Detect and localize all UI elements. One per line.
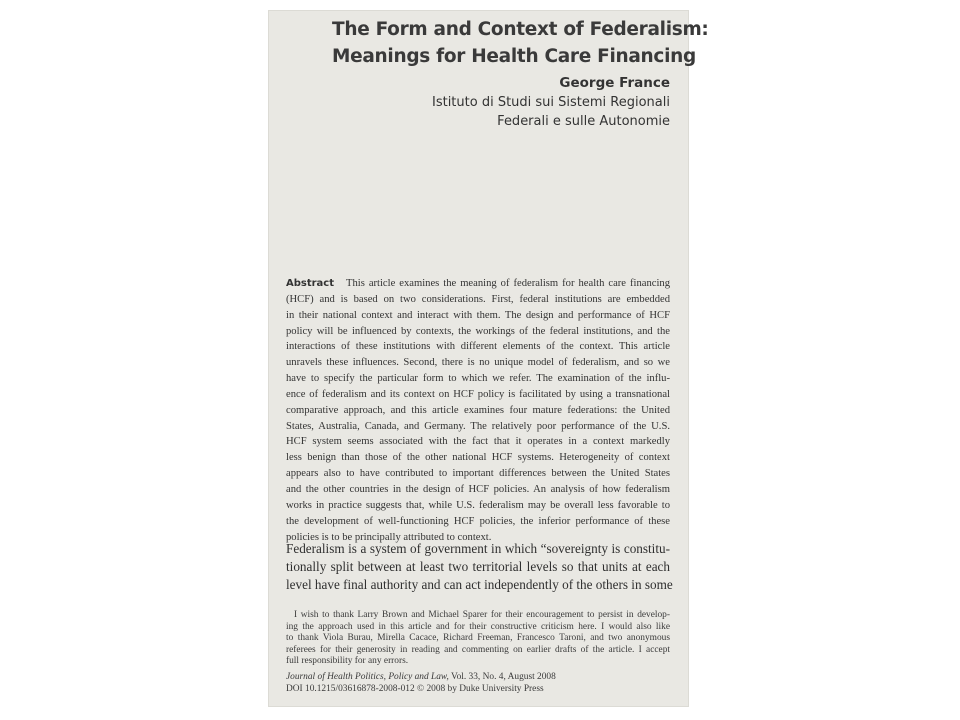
abstract-line: ence of federalism and its context on HCF policy is facilitated by using a transnational xyxy=(286,388,670,400)
doi-line: DOI 10.1215/03616878-2008-012 © 2008 by Duke University Press xyxy=(286,684,544,694)
abstract-line: policies is to be principally attributed to context. xyxy=(286,531,492,543)
abstract-line: States, Australia, Canada, and Germany. The relatively poor performance of the U.S. xyxy=(286,420,670,432)
affiliation-line-1: Istituto di Studi sui Sistemi Regionali xyxy=(431,95,670,110)
body-line: tionally split between at least two territorial levels so that units at each xyxy=(286,559,670,574)
body-text xyxy=(286,540,673,594)
affiliation-line-2: Federali e sulle Autonomie xyxy=(497,114,670,129)
abstract-line: comparative approach, and this article examines four mature federations: the United xyxy=(286,404,670,416)
citation-line xyxy=(286,671,670,683)
volume-info: Vol. 33, No. 4, August 2008 xyxy=(448,672,556,682)
body-line: level have final authority and can act independently of the others in some xyxy=(286,577,673,592)
abstract-line: (HCF) and is based on two considerations. First, federal institutions are embedded xyxy=(286,293,670,305)
journal-name: Journal of Health Politics, Policy and Law, xyxy=(286,672,449,682)
author-name: George France xyxy=(559,75,670,91)
abstract-text: This article examines the meaning of federalism for health care financing xyxy=(346,278,670,289)
abstract-line: have to specify the particular form to which we refer. The examination of the influ- xyxy=(286,373,670,385)
abstract-line: the development of well-functioning HCF policies, the inferior performance of these xyxy=(286,515,670,527)
abstract-line: policy will be influenced by contexts, the workings of the federal institutions, and the xyxy=(286,325,670,337)
footnote-line: referees for their generosity in reading and commenting on earlier drafts of the article. I accept xyxy=(286,644,670,655)
abstract-line: and the other countries in the design of HCF policies. An analysis of how federalism xyxy=(286,483,670,495)
author-block xyxy=(388,74,670,131)
abstract-label: Abstract xyxy=(286,278,335,289)
footnote-line: ing the approach used in this article and for their constructive criticism here. I would also like xyxy=(286,621,670,632)
footnote-line: full responsibility for any errors. xyxy=(286,656,409,667)
abstract-line xyxy=(286,276,670,292)
abstract-line: in their national context and interact with them. The design and performance of HCF xyxy=(286,309,670,321)
abstract-line: HCF system seems associated with the fact that it operates in a context markedly xyxy=(286,436,670,448)
body-line: Federalism is a system of government in which “sovereignty is constitu- xyxy=(286,541,670,556)
abstract-line: interactions of these institutions with different elements of the context. This article xyxy=(286,341,670,353)
abstract-line: unravels these influences. Second, there is no unique model of federalism, and so we xyxy=(286,357,670,369)
abstract-line: appears also to have contributed to important differences between the United States xyxy=(286,468,670,480)
journal-page xyxy=(268,10,709,707)
article-title xyxy=(332,16,709,70)
journal-citation xyxy=(286,671,670,695)
acknowledgment-footnote xyxy=(286,610,670,668)
abstract-line: works in practice suggests that, while U.S. federalism may be overall less favorable to xyxy=(286,499,670,511)
title-line-2: Meanings for Health Care Financing xyxy=(332,46,696,67)
title-line-1: The Form and Context of Federalism: xyxy=(332,19,709,40)
abstract xyxy=(286,276,670,545)
footnote-line: to thank Viola Burau, Mirella Cacace, Richard Freeman, Francesco Taroni, and two anonymous xyxy=(286,633,670,644)
footnote-line: I wish to thank Larry Brown and Michael Sparer for their encouragement to persist in develop- xyxy=(294,610,670,620)
abstract-line: less benign than those of the other national HCF systems. Heterogeneity of context xyxy=(286,452,670,464)
